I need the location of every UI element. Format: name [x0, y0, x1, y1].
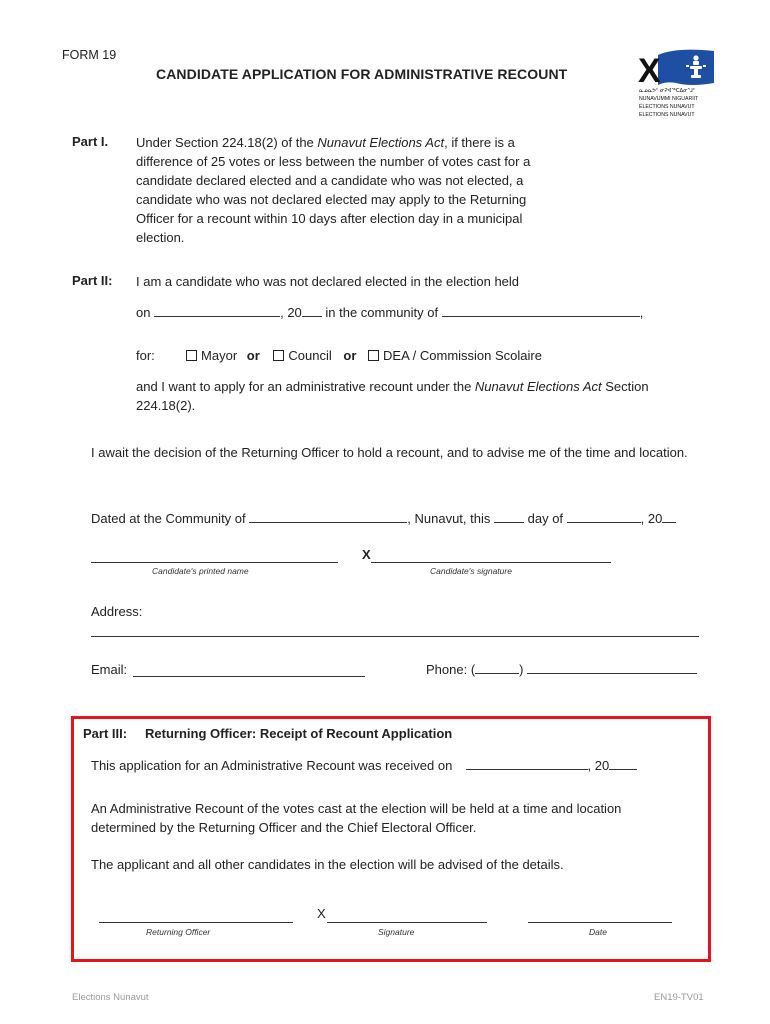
- logo-inuinnaqtun-text: NUNAVUMMI NIGUARIIT: [639, 96, 699, 102]
- part3-box: [71, 716, 711, 962]
- recount-text: An Administrative Recount of the votes cast at the election will be held at a time and location determined by the Returning Officer and the Chief Electoral Officer.: [91, 801, 622, 835]
- dea-checkbox[interactable]: [368, 350, 379, 361]
- phone-area-code-field[interactable]: [475, 661, 519, 674]
- phone-number-field[interactable]: [527, 661, 697, 674]
- on-label: on: [136, 305, 151, 320]
- part1-act-name: Nunavut Elections Act: [317, 135, 445, 150]
- dated-year-field[interactable]: [662, 510, 676, 523]
- ro-x-mark: X: [317, 906, 326, 921]
- election-year-field[interactable]: [302, 304, 322, 317]
- part1-text-a: Under Section 224.18(2) of the: [136, 135, 318, 150]
- dea-label: DEA / Commission Scolaire: [383, 348, 542, 363]
- election-date-field[interactable]: [154, 304, 280, 317]
- email-field[interactable]: [133, 676, 365, 677]
- logo-french-text: ÉLECTIONS NUNAVUT: [639, 104, 695, 110]
- council-label: Council: [288, 348, 332, 363]
- await-text: I await the decision of the Returning Officer to hold a recount, and to advise me of the time and location.: [91, 445, 688, 460]
- ro-date-caption: Date: [589, 927, 607, 937]
- returning-officer-caption: Returning Officer: [146, 927, 211, 937]
- phone-paren: ): [519, 662, 524, 677]
- election-date-line: [136, 303, 643, 322]
- for-label: for:: [136, 348, 155, 363]
- dated-prefix: Dated at the Community of: [91, 511, 246, 526]
- signature-caption: Candidate's signature: [430, 566, 512, 576]
- dated-nunavut: , Nunavut, this: [407, 511, 491, 526]
- position-line: [136, 346, 542, 365]
- part3-label: Part III:: [83, 726, 128, 741]
- advised-text: The applicant and all other candidates in the election will be advised of the details.: [91, 857, 564, 872]
- apply-text: [136, 377, 696, 415]
- printed-name-line[interactable]: [91, 562, 338, 563]
- address-field[interactable]: [91, 636, 699, 637]
- candidate-signature-line[interactable]: [371, 562, 611, 563]
- email-label: Email:: [91, 662, 128, 677]
- dated-day-field[interactable]: [494, 510, 524, 523]
- mayor-checkbox[interactable]: [186, 350, 197, 361]
- elections-nunavut-logo: [636, 45, 716, 120]
- svg-text:X: X: [638, 52, 661, 90]
- community-label: in the community of: [321, 305, 439, 320]
- received-year-label: , 20: [587, 758, 610, 773]
- ro-date-line[interactable]: [528, 922, 672, 923]
- dated-month-field[interactable]: [567, 510, 641, 523]
- ro-signature-line[interactable]: [327, 922, 487, 923]
- council-checkbox[interactable]: [273, 350, 284, 361]
- footer-form-code: EN19-TV01: [654, 992, 704, 1003]
- logo-graphic: [636, 45, 716, 120]
- returning-officer-line[interactable]: [99, 922, 293, 923]
- printed-name-caption: Candidate's printed name: [152, 566, 249, 576]
- or-label-2: or: [343, 348, 357, 363]
- dated-day-of: day of: [527, 511, 564, 526]
- dated-line: [91, 509, 676, 528]
- part1-label: Part I.: [72, 134, 109, 149]
- logo-syllabics-text: ᓇᓄᓇᕗᑦ ᓂᕈᐊᖅᑕᐃᓂᕐᒧᑦ: [639, 88, 696, 94]
- phone-label: Phone: (: [426, 662, 476, 677]
- phone-line: [426, 660, 697, 679]
- x-mark: X: [362, 547, 371, 562]
- dated-community-field[interactable]: [249, 510, 407, 523]
- part2-intro: I am a candidate who was not declared elected in the election held: [136, 274, 520, 289]
- apply-act-name: Nunavut Elections Act: [474, 379, 602, 394]
- community-field[interactable]: [442, 304, 640, 317]
- part1-text-b: , if there is a difference of 25 votes or less between the number of votes cast for a candidate declared elected and a candidate who was not elected, a candidate who was not declared elected may apply to the Returning Officer for a recount within 10 days after election day in a municipal election.: [136, 135, 531, 245]
- part2-label: Part II:: [72, 273, 113, 288]
- mayor-label: Mayor: [201, 348, 238, 363]
- footer-left: Elections Nunavut: [72, 992, 149, 1003]
- part1-text: [136, 133, 566, 247]
- dated-year-label: , 20: [640, 511, 663, 526]
- form-number: FORM 19: [62, 48, 117, 62]
- comma: ,: [639, 305, 644, 320]
- ro-signature-caption: Signature: [378, 927, 415, 937]
- received-year-field[interactable]: [609, 757, 637, 770]
- year-prefix: , 20: [280, 305, 302, 320]
- logo-english-text: ELECTIONS NUNAVUT: [639, 112, 695, 118]
- received-date-field[interactable]: [466, 757, 588, 770]
- apply-text-a: and I want to apply for an administrative recount under the: [136, 379, 475, 394]
- part3-heading: Returning Officer: Receipt of Recount Application: [145, 726, 453, 741]
- apply-text-b: Section 224.18(2).: [136, 379, 649, 413]
- address-label: Address:: [91, 604, 143, 619]
- page-title: CANDIDATE APPLICATION FOR ADMINISTRATIVE RECOUNT: [156, 66, 568, 82]
- received-text: This application for an Administrative Recount was received on: [91, 758, 453, 773]
- or-label-1: or: [246, 348, 260, 363]
- received-line: [91, 756, 637, 775]
